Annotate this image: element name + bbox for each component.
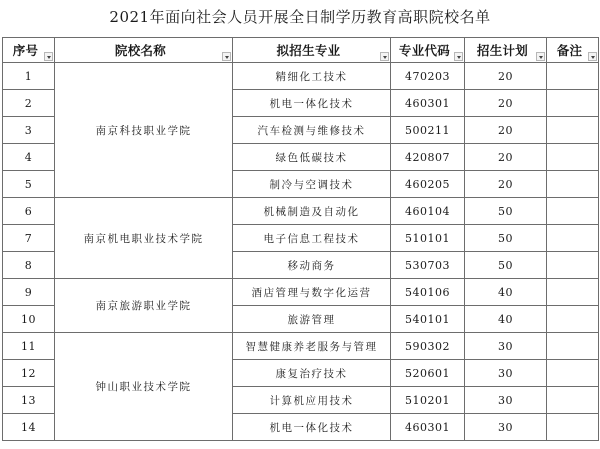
plan-cell: 30: [465, 333, 547, 360]
plan-cell: 20: [465, 63, 547, 90]
table-body: [3, 63, 599, 441]
school-table: [2, 37, 599, 441]
note-cell: [547, 252, 599, 279]
school-name-cell: 钟山职业技术学院: [55, 333, 233, 441]
plan-cell: 50: [465, 252, 547, 279]
serial-cell: 3: [3, 117, 55, 144]
table-row: [3, 63, 599, 90]
serial-cell: 7: [3, 225, 55, 252]
school-name-cell: 南京旅游职业学院: [55, 279, 233, 333]
major-cell: 机械制造及自动化: [233, 198, 391, 225]
major-cell: 汽车检测与维修技术: [233, 117, 391, 144]
filter-dropdown-icon[interactable]: [380, 52, 389, 61]
note-cell: [547, 63, 599, 90]
column-header-label: 招生计划: [476, 43, 529, 58]
column-header-school: [55, 38, 233, 63]
filter-dropdown-icon[interactable]: [588, 52, 597, 61]
note-cell: [547, 90, 599, 117]
major-cell: 康复治疗技术: [233, 360, 391, 387]
code-cell: 540106: [391, 279, 465, 306]
major-cell: 精细化工技术: [233, 63, 391, 90]
major-cell: 电子信息工程技术: [233, 225, 391, 252]
serial-cell: 13: [3, 387, 55, 414]
plan-cell: 50: [465, 198, 547, 225]
code-cell: 590302: [391, 333, 465, 360]
major-cell: 机电一体化技术: [233, 414, 391, 441]
serial-cell: 12: [3, 360, 55, 387]
code-cell: 540101: [391, 306, 465, 333]
note-cell: [547, 171, 599, 198]
column-header-label: 序号: [12, 43, 39, 58]
code-cell: 510201: [391, 387, 465, 414]
note-cell: [547, 360, 599, 387]
major-cell: 机电一体化技术: [233, 90, 391, 117]
table-row: [3, 198, 599, 225]
major-cell: 移动商务: [233, 252, 391, 279]
column-header-plan: [465, 38, 547, 63]
plan-cell: 40: [465, 279, 547, 306]
filter-dropdown-icon[interactable]: [222, 52, 231, 61]
column-header-label: 拟招生专业: [276, 43, 341, 58]
note-cell: [547, 387, 599, 414]
plan-cell: 30: [465, 360, 547, 387]
code-cell: 420807: [391, 144, 465, 171]
serial-cell: 10: [3, 306, 55, 333]
column-header-major: [233, 38, 391, 63]
serial-cell: 1: [3, 63, 55, 90]
plan-cell: 20: [465, 171, 547, 198]
table-row: [3, 333, 599, 360]
filter-dropdown-icon[interactable]: [536, 52, 545, 61]
school-name-cell: 南京机电职业技术学院: [55, 198, 233, 279]
major-cell: 制冷与空调技术: [233, 171, 391, 198]
major-cell: 酒店管理与数字化运营: [233, 279, 391, 306]
column-header-code: [391, 38, 465, 63]
serial-cell: 5: [3, 171, 55, 198]
code-cell: 530703: [391, 252, 465, 279]
note-cell: [547, 414, 599, 441]
code-cell: 510101: [391, 225, 465, 252]
serial-cell: 14: [3, 414, 55, 441]
table-row: [3, 279, 599, 306]
major-cell: 智慧健康养老服务与管理: [233, 333, 391, 360]
filter-dropdown-icon[interactable]: [44, 52, 53, 61]
plan-cell: 20: [465, 144, 547, 171]
plan-cell: 20: [465, 117, 547, 144]
code-cell: 460301: [391, 90, 465, 117]
column-header-note: [547, 38, 599, 63]
column-header-label: 备注: [556, 43, 583, 58]
serial-cell: 2: [3, 90, 55, 117]
code-cell: 460301: [391, 414, 465, 441]
plan-cell: 20: [465, 90, 547, 117]
plan-cell: 50: [465, 225, 547, 252]
column-header-serial: [3, 38, 55, 63]
serial-cell: 8: [3, 252, 55, 279]
serial-cell: 4: [3, 144, 55, 171]
header-row: [3, 38, 599, 63]
plan-cell: 40: [465, 306, 547, 333]
column-header-label: 院校名称: [114, 43, 167, 58]
note-cell: [547, 279, 599, 306]
plan-cell: 30: [465, 414, 547, 441]
code-cell: 520601: [391, 360, 465, 387]
major-cell: 计算机应用技术: [233, 387, 391, 414]
code-cell: 460205: [391, 171, 465, 198]
note-cell: [547, 225, 599, 252]
page-title: 2021年面向社会人员开展全日制学历教育高职院校名单: [109, 8, 491, 26]
code-cell: 500211: [391, 117, 465, 144]
filter-dropdown-icon[interactable]: [454, 52, 463, 61]
note-cell: [547, 198, 599, 225]
note-cell: [547, 333, 599, 360]
serial-cell: 11: [3, 333, 55, 360]
code-cell: 470203: [391, 63, 465, 90]
note-cell: [547, 117, 599, 144]
serial-cell: 9: [3, 279, 55, 306]
plan-cell: 30: [465, 387, 547, 414]
major-cell: 绿色低碳技术: [233, 144, 391, 171]
serial-cell: 6: [3, 198, 55, 225]
column-header-label: 专业代码: [398, 43, 451, 58]
note-cell: [547, 144, 599, 171]
major-cell: 旅游管理: [233, 306, 391, 333]
code-cell: 460104: [391, 198, 465, 225]
note-cell: [547, 306, 599, 333]
school-name-cell: 南京科技职业学院: [55, 63, 233, 198]
